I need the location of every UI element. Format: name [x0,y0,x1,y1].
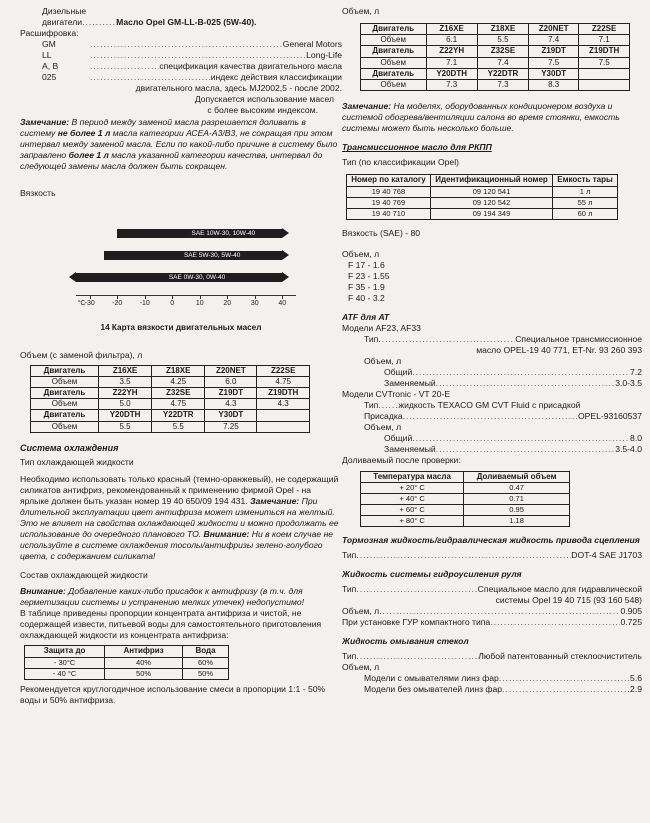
table-cell: 5.5 [477,35,528,46]
table-row [31,399,310,410]
table-row [31,365,310,376]
table-cell: 5.5 [152,421,205,432]
left-column: Дизельные двигатели ..... Масло Opel GM-LL-B-025 (5W-40). Расшифровка: GM ..... General Motors LL ..... Long-Life А, В ..... спецификация качества двигательного масла 025 ..... индекс действия классификации двигательного масла, здесь MJ2002,5 - после 2002. Допускается использование масел с более высоким индексом. Замечание: В период между заменой масла разрешается доливать в систему не более 1 л масла категории АСЕА-А3/В3, не сокращая при этом интервал между заменой масла. Если по какой-либо причине в систему было заправлено более 1 л масла указанной категории качества, интервал до следующей замены масла должен быть сокращен. Вязкость SAE 10W-30, 10W-40 SAE 5W-30, 5W-40 SAE 0W-30, 0W-40 °C -30 -20 -10 0 10 20 30 40 14 Карта вязкости двигательных масел Объем (с заменой фильтра), л Двигатель Z16XE Z18XE Z20NET Z22SE Объем 3.5 4.25 6.0 4.75 Двигатель Z22YH Z32SE Z19DT Z19DTH Объем 5.0 4.75 4.3 4.3 Двигатель Y20DTH Y22DTR Y30DT Объем 5.5 5.5 7.25 Система охлаждения Тип охлаждающей жидкости Необходимо использовать только красный (темно-оранжевый), не содержащий силикатов антифриз, рекомендованный к применению фирмой Opel - на ярлыке должен быть указан номер 19 40 650/09 194 431. Замечание: При длительной эксплуатации цвет антифриза может измениться на желтый. Это не влияет на свойства охлаждающей жидкости и можно продолжать ее использование до очередного планового ТО. Внимание: Ни в коем случае не используйте в системе охлаждения тосолы/антифризы зелено-голубого цвета, с содержанием силиката! Состав охлаждающей жидкости Внимание: Добавление каких-либо присадок к антифризу (в т.ч. для герметизации системы и устранению мелких утечек) недопустимо! В таблице приведены пропорции концентрата антифриза и чистой, не содержащей извести, питьевой воды для самостоятельного приготовления охлаждающей жидкости из концентрата антифриза: Защита до Антифриз Вода - 30°C 40% 60% - 40 °C 50% 50% Рекомендуется круглогодичное использование смеси в пропорции 1:1 - 50% воды и 50% антифриза. [12,0,342,706]
decode-025: 025 ..... индекс действия классификации [42,72,342,83]
table-cell [257,421,310,432]
atf-type: Тип ..... Специальное трансмиссионное [342,334,642,345]
x-tick-mark [145,295,146,299]
x-axis [76,295,296,302]
arrow-left-icon [69,272,76,282]
table-cell: + 80° C [361,515,464,526]
table-cell: Z22SE [257,365,310,376]
table-cell: Y22DTR [152,410,205,421]
viscosity-chart [76,207,296,317]
table-cell: Двигатель [361,46,427,57]
table-cell [579,80,630,91]
table-cell: Двигатель [361,68,427,79]
table-cell: Объем [31,376,99,387]
x-tick-label: -30 [84,300,95,307]
coolant-type: Тип охлаждающей жидкости [20,457,134,468]
volume-heading: Объем, л [342,6,380,16]
table-row [361,504,570,515]
table-cell: Z32SE [477,46,528,57]
table-cell: 19 40 769 [347,197,431,208]
cvt-additive: Присадка ..... OPEL-93160537 [342,411,642,422]
table-cell: 09 194 349 [430,208,552,219]
antifreeze-table [24,645,229,679]
table-cell: Z16XE [426,24,477,35]
decode-label: Расшифровка: [20,28,79,38]
coolant-composition: Состав охлаждающей жидкости [20,570,148,581]
table-cell: 7.4 [529,35,579,46]
recommend-text: Рекомендуется круглогодичное использование смеси в пропорции 1:1 - 50% воды и 50% антифриза. [20,683,326,705]
table-cell: Z18XE [477,24,528,35]
table-cell: Двигатель [31,365,99,376]
table-cell: Z32SE [152,387,205,398]
volume2-heading: Объем, л [342,248,380,259]
atf-total: Общий ..... 7.2 [342,367,642,378]
ps-volume: Объем, л ..... 0.905 [342,606,642,617]
cvt-models: Модели CVTronic - VT 20-E [342,388,451,399]
table-row [361,35,630,46]
table-cell: 7.25 [205,421,257,432]
table-cell: 7.5 [529,57,579,68]
viscosity-heading: Вязкость [20,188,56,198]
table-cell: 6.0 [205,376,257,387]
table-cell: 0.71 [464,493,570,504]
table-cell: + 60° C [361,504,464,515]
table-cell: 7.3 [477,80,528,91]
table-row [347,208,618,219]
table-cell: 8.3 [529,80,579,91]
table-cell: 60 л [553,208,618,219]
x-tick-mark [117,295,118,299]
table-cell: - 40 °C [25,668,105,679]
table-cell: Объем [361,35,427,46]
table-cell: Y30DT [205,410,257,421]
table-cell: Z19DT [529,46,579,57]
trans-type: Тип (по классификации Opel) [342,157,459,168]
x-tick-label: -20 [112,300,123,307]
x-tick-mark [282,295,283,299]
table-cell: 6.1 [426,35,477,46]
viscosity-bar-label: SAE 5W-30, 5W-40 [183,252,241,259]
table-cell: Двигатель [31,387,99,398]
table-row [361,24,630,35]
proportion-paragraph: В таблице приведены пропорции концентрата антифриза и чистой, не содержащей извести, питьевой воды для самостоятельного приготовления охлаждающей жидкости из концентрата антифриза: [20,608,322,641]
table-cell: Объем [31,421,99,432]
table-cell: + 20° C [361,482,464,493]
table-cell: 4.25 [152,376,205,387]
table-cell: Z19DTH [257,387,310,398]
engine-oil-row: двигатели ..... Масло Opel GM-LL-B-025 (5W-40). [20,17,342,28]
table-cell: Z22YH [426,46,477,57]
table-cell: 7.1 [426,57,477,68]
arrow-right-icon [282,250,289,260]
table-cell: 09 120 542 [430,197,552,208]
table-header-cell: Идентификационный номер [430,175,552,186]
table-cell: 4.3 [257,399,310,410]
cvt-total: Общий ..... 8.0 [342,433,642,444]
trans-viscosity: Вязкость (SAE) - 80 [342,227,421,238]
x-axis-unit: °C [77,300,86,307]
atf-heading: ATF для АТ [342,311,390,322]
table-row [347,186,618,197]
table-cell: - 30°C [25,657,105,668]
viscosity-bar [104,251,283,260]
table-cell: 1 л [553,186,618,197]
table-row [31,376,310,387]
table-row [31,387,310,398]
table-cell: 5.0 [98,399,151,410]
coolant-volume-table [360,23,630,91]
table-row [25,657,229,668]
table-row [361,493,570,504]
table-row [31,421,310,432]
decode-gm: GM ..... General Motors [42,39,342,50]
table-header-cell: Защита до [25,646,105,657]
table-cell: Y30DT [529,68,579,79]
brake-heading: Тормозная жидкость/гидравлическая жидкость привода сцепления [342,534,640,545]
engine-oil-table [30,365,310,433]
conditioner-note: Замечание: На моделях, оборудованных кондиционером воздуха и системой обогрева/вентиляции салона во время стоянки, емкость системы может быть несколько больше. [342,101,620,134]
table-cell: Z22SE [579,24,630,35]
table-row [361,482,570,493]
x-tick-label: 10 [195,300,204,307]
table-cell: Y20DTH [98,410,151,421]
table-cell: Двигатель [361,24,427,35]
x-tick-label: 30 [250,300,259,307]
volume-f23: F 23 - 1.55 [348,270,390,281]
table-cell: Z20NET [205,365,257,376]
atf-replace: Заменяемый ..... 3.0-3.5 [342,378,642,389]
table-cell: Z22YH [98,387,151,398]
table-header-cell: Антифриз [105,646,183,657]
trans-table [346,174,618,219]
table-cell: Z20NET [529,24,579,35]
volume-f17: F 17 - 1.6 [348,259,385,270]
table-cell: 3.5 [98,376,151,387]
table-cell: 40% [105,657,183,668]
table-cell: Двигатель [31,410,99,421]
volume-f35: F 35 - 1.9 [348,281,385,292]
viscosity-bar [117,229,282,238]
topup-table [360,471,570,527]
table-row [361,46,630,57]
x-tick-mark [172,295,173,299]
x-tick-label: 40 [278,300,287,307]
ps-compact: При установке ГУР компактного типа ..... 0.725 [342,617,642,628]
viscosity-bar-label: SAE 10W-30, 10W-40 [191,230,256,237]
x-tick-mark [227,295,228,299]
topup-heading: Доливаемый после проверки: [342,454,461,465]
table-row [361,80,630,91]
table-header-cell: Доливаемый объем [464,471,570,482]
table-cell: Z16XE [98,365,151,376]
note1: Замечание: В период между заменой масла разрешается доливать в систему не более 1 л масла категории АСЕА-А3/В3, не сокращая при этом интервал между заменой масла. Если по какой-либо причине в систему было заправлено более 1 л масла указанной категории качества, интервал до следующей замены масла должен быть сокращен. [20,117,338,171]
washer-with: Модели с омывателями линз фар ..... 5.6 [342,673,642,684]
table-cell: 19 40 710 [347,208,431,219]
table-cell: Y22DTR [477,68,528,79]
x-tick-mark [90,295,91,299]
table-cell: 4.75 [152,399,205,410]
table-cell: 5.5 [98,421,151,432]
washer-type: Тип ..... Любой патентованный стеклоочиститель [342,651,642,662]
table-cell: Y20DTH [426,68,477,79]
attention-note: Внимание: Добавление каких-либо присадок к антифризу (в т.ч. для герметизации системы и устранению мелких утечек) недопустимо! [20,586,305,608]
table-cell: Z19DTH [579,46,630,57]
table-row [361,57,630,68]
table-row [31,410,310,421]
brake-type: Тип ..... DOT-4 SAE J1703 [342,550,642,561]
table-cell [257,410,310,421]
decode-ab: А, В ..... спецификация качества двигательного масла [42,61,342,72]
table-header-row [25,646,229,657]
oil-volume-heading: Объем (с заменой фильтра), л [20,349,143,360]
table-cell: 50% [182,668,228,679]
table-cell: 1.18 [464,515,570,526]
table-cell: 55 л [553,197,618,208]
trans-heading: Трансмиссионное масло для РКПП [342,142,492,153]
table-cell: 0.95 [464,504,570,515]
washer-heading: Жидкость омывания стекол [342,635,469,646]
ps-heading: Жидкость системы гидроусиления руля [342,568,522,579]
table-cell: 0.47 [464,482,570,493]
table-header-cell: Номер по каталогу [347,175,431,186]
arrow-right-icon [282,228,289,238]
table-cell: Объем [31,399,99,410]
table-cell: Объем [361,80,427,91]
x-tick-label: 0 [170,300,175,307]
diesel-label: Дизельные [42,6,87,16]
table-cell: 7.4 [477,57,528,68]
viscosity-bar-label: SAE 0W-30, 0W-40 [168,274,226,281]
arrow-right-icon [282,272,289,282]
table-header-cell: Температура масла [361,471,464,482]
table-header-row [361,471,570,482]
table-cell: 19 40 768 [347,186,431,197]
table-cell: 4.3 [205,399,257,410]
viscosity-bar [76,273,282,282]
decode-ll: LL ..... Long-Life [42,50,342,61]
table-cell: Объем [361,57,427,68]
table-header-cell: Вода [182,646,228,657]
chart-caption: 14 Карта вязкости двигательных масел [100,323,262,332]
washer-without: Модели без омывателей линз фар ..... 2.9 [342,684,642,695]
table-cell: + 40° C [361,493,464,504]
table-row [347,197,618,208]
table-cell: 09 120 541 [430,186,552,197]
x-tick-label: 20 [223,300,232,307]
cvt-replace: Заменяемый ..... 3.5-4.0 [342,444,642,455]
cooling-heading: Система охлаждения [20,442,119,453]
ps-type: Тип ..... Специальное масло для гидравлической [342,584,642,595]
table-cell: 4.75 [257,376,310,387]
right-column: Объем, л Двигатель Z16XE Z18XE Z20NET Z22SE Объем 6.1 5.5 7.4 7.1 Двигатель Z22YH Z32SE Z19DT Z19DTH Объем 7.1 7.4 7.5 7.5 Двигатель Y20DTH Y22DTR Y30DT Объем 7.3 7.3 8.3 Замечание: На моделях, оборудованных кондиционером воздуха и системой обогрева/вентиляции салона во время стоянки, емкость системы может быть несколько больше. Трансмиссионное масло для РКПП Тип (по классификации Opel) Номер по каталогу Идентификационный номер Емкость тары 19 40 768 09 120 541 1 л 19 40 769 09 120 542 55 л 19 40 710 09 194 349 60 л Вязкость (SAE) - 80 Объем, л F 17 - 1.6 F 23 - 1.55 F 35 - 1.9 F 40 - 3.2 ATF для АТ Модели AF23, AF33 Тип ..... Специальное трансмиссионное масло OPEL-19 40 771, ET-Nr. 93 260 393 Объем, л Общий ..... 7.2 Заменяемый ..... 3.0-3.5 Модели CVTronic - VT 20-E Тип ..... жидкость TEXACO GM CVT Fluid с присадкой Присадка ..... OPEL-93160537 Объем, л Общий ..... 8.0 Заменяемый ..... 3.5-4.0 Доливаемый после проверки: Температура масла Доливаемый объем + 20° C 0.47 + 40° C 0.71 + 60° C 0.95 + 80° C 1.18 Тормозная жидкость/гидравлическая жидкость привода сцепления Тип ..... DOT-4 SAE J1703 Жидкость системы гидроусиления руля Тип ..... Специальное масло для гидравлической системы Opel 19 40 715 (93 160 548) Объем, л ..... 0.905 При установке ГУР компактного типа ..... 0.725 Жидкость омывания стекол Тип ..... Любой патентованный стеклоочиститель Объем, л Модели с омывателями линз фар ..... 5.6 Модели без омывателей линз фар ..... 2.9 [342,0,642,695]
table-row [361,68,630,79]
table-row [361,515,570,526]
table-cell: 50% [105,668,183,679]
table-header-cell: Емкость тары [553,175,618,186]
table-row [25,668,229,679]
atf-models: Модели AF23, AF33 [342,322,421,333]
table-cell: Z18XE [152,365,205,376]
table-cell: Z19DT [205,387,257,398]
volume-f40: F 40 - 3.2 [348,292,385,303]
table-cell: 7.1 [579,35,630,46]
table-cell [579,68,630,79]
table-cell: 7.5 [579,57,630,68]
table-header-row [347,175,618,186]
x-tick-label: -10 [139,300,150,307]
table-cell: 60% [182,657,228,668]
cooling-paragraph: Необходимо использовать только красный (темно-оранжевый), не содержащий силикатов антифриз, рекомендованный к применению фирмой Opel - на ярлыке должен быть указан номер 19 40 650/09 194 431. Замечание: При длительной эксплуатации цвет антифриза может измениться на желтый. Это не влияет на свойства охлаждающей жидкости и можно продолжать ее использование до очередного планового ТО. Внимание: Ни в коем случае не используйте в системе охлаждения тосолы/антифризы зелено-голубого цвета, с содержанием силиката! [20,474,339,562]
table-cell: 7.3 [426,80,477,91]
x-tick-mark [255,295,256,299]
cvt-type: Тип ..... жидкость TEXACO GM CVT Fluid с присадкой [342,400,642,411]
x-tick-mark [200,295,201,299]
engine-oil-value: Масло Opel GM-LL-B-025 (5W-40). [116,17,257,27]
